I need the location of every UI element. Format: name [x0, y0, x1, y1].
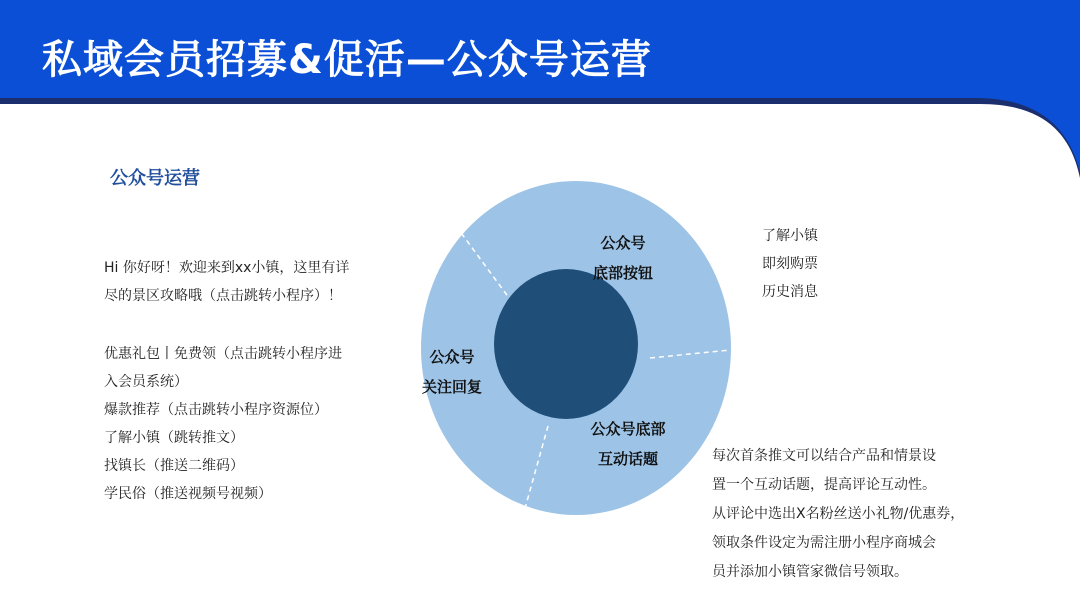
description-line: 从评论中选出X名粉丝送小礼物/优惠券， — [712, 506, 965, 522]
list-item: 学民俗（推送视频号视频） — [104, 486, 272, 502]
header-blue-band — [0, 0, 1080, 172]
list-item: 历史消息 — [762, 284, 818, 300]
donut-center — [494, 269, 638, 419]
description-line: 置一个互动话题，提高评论互动性。 — [712, 477, 936, 493]
list-item: 了解小镇 — [762, 228, 818, 244]
list-item: 了解小镇（跳转推文） — [104, 430, 244, 446]
segment-label-line: 关注回复 — [421, 378, 482, 396]
segment-label-line: 底部按钮 — [592, 264, 653, 282]
segment-label-follow-reply — [412, 342, 492, 402]
page-title: 私域会员招募&促活—公众号运营 — [42, 37, 652, 83]
welcome-line: Hi 你好呀！欢迎来到xx小镇，这里有详 — [104, 260, 350, 276]
segment-label-interactive-topic — [580, 414, 676, 474]
list-item: 优惠礼包丨免费领（点击跳转小程序进 — [104, 346, 342, 362]
list-item: 入会员系统） — [104, 374, 188, 390]
welcome-line: 尽的景区攻略哦（点击跳转小程序）！ — [104, 288, 342, 304]
segment-label-line: 公众号 — [429, 348, 475, 366]
segment-label-line: 公众号底部 — [590, 420, 666, 438]
bottom-menu-items — [762, 222, 818, 306]
description-line: 领取条件设定为需注册小程序商城会 — [712, 535, 936, 551]
segment-label-line: 互动话题 — [597, 450, 658, 468]
segment-label-line: 公众号 — [600, 234, 646, 252]
welcome-message — [104, 254, 349, 310]
description-line: 员并添加小镇管家微信号领取。 — [712, 564, 908, 580]
list-item: 找镇长（推送二维码） — [104, 458, 244, 474]
header-band — [0, 0, 1080, 180]
description-line: 每次首条推文可以结合产品和情景设 — [712, 448, 936, 464]
list-item: 爆款推荐（点击跳转小程序资源位） — [104, 402, 328, 418]
segment-label-bottom-button — [578, 228, 668, 288]
section-heading: 公众号运营 — [110, 168, 200, 189]
reply-menu-list — [104, 340, 342, 508]
interactive-topic-description — [712, 442, 964, 587]
list-item: 即刻购票 — [762, 256, 818, 272]
